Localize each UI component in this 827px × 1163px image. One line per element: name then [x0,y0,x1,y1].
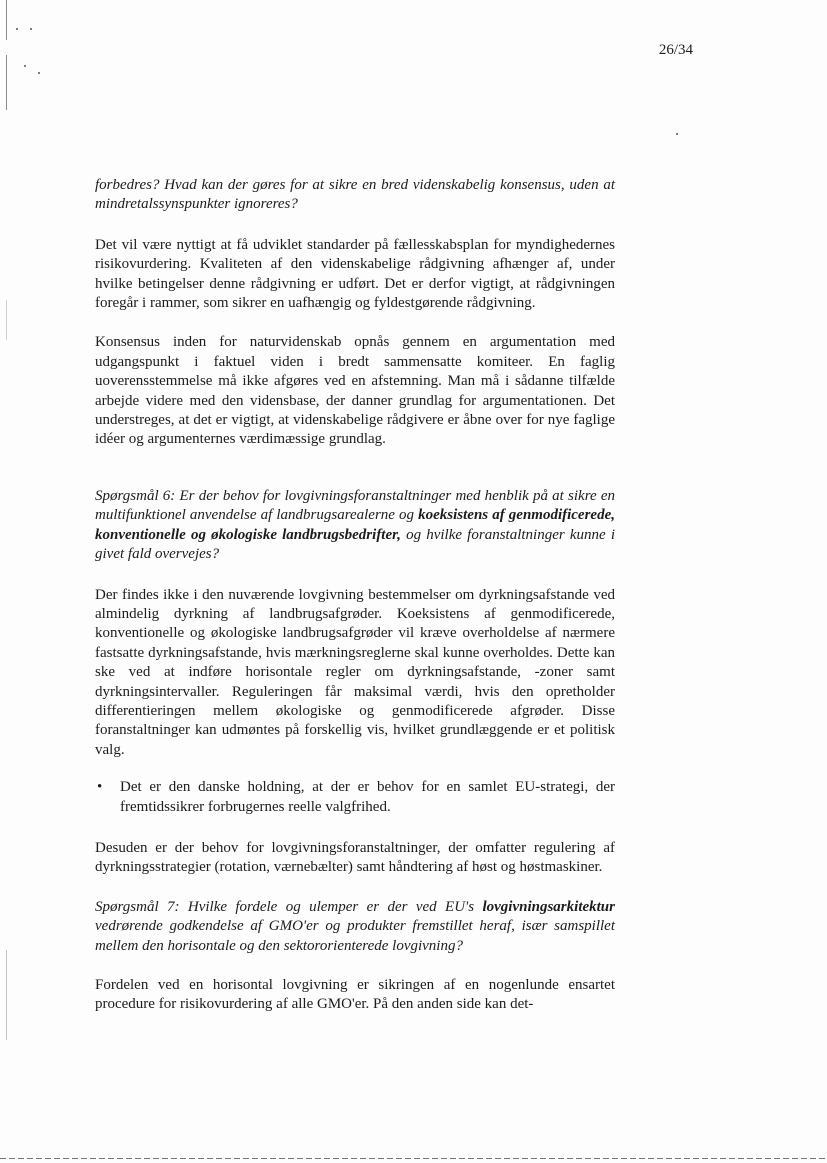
scan-bottom-rule [0,1158,827,1159]
bullet-item [95,778,615,817]
question-6 [95,487,615,565]
paragraph-cultivation-distances: Der findes ikke i den nuværende lovgivning bestemmelser om dyrkningsafstande ved almindelig dyrkning af landbrugsafgrøder. Koeksistens af genmodificerede, konventionelle og økologiske landbrugsafgrøder vil kræve overholdelse af nærmere fastsatte dyrkningsafstande, hvis mærkningsreglerne skal kunne overholdes. Dette kan ske ved at indføre horisontale regler om dyrkningsafstande, -zoner samt dyrkningsintervaller. Reguleringen får maksimal værdi, hvis den opretholder differentieringen mellem økologiske og genmodificerede afgrøder. Disse foranstaltninger kan udmøntes på forskellig vis, hvilket grundlæggende er et politisk valg. [95,586,615,758]
scan-speck [24,65,26,67]
paragraph-standards: Det vil være nyttigt at få udviklet standarder på fællesskabsplan for myndighedernes risikovurdering. Kvaliteten af den videnskabelige rådgivning afhænger af, under hvilke betingelser denne rådgivning er udført. Det er derfor vigtigt, at rådgivningen foregår i rammer, som sikrer en uafhængig og fyldestgørende rådgivning. [95,236,615,312]
scan-edge-line-upper [6,55,7,110]
scan-edge-line-top [6,0,7,40]
question-7-text-c: vedrørende godkendelse af GMO'er og produkter fremstillet heraf, især samspillet mellem den horisontale og den sektororienterede lovgivning? [95,918,615,954]
question-6-text-c: og hvilke foranstaltninger kunne i givet fald overvejes? [95,526,615,563]
question-6-text-a: Spørgsmål 6: Er der behov for lovgivningsforanstaltninger med henblik på at sikre en multifunktionel anvendelse af landbrugsarealerne og [95,487,615,524]
scan-edge-line-mid [6,300,7,340]
question-7-text-a: Spørgsmål 7: Hvilke fordele og ulemper er der ved EU's [95,898,483,915]
paragraph-horizontal-legislation: Fordelen ved en horisontal lovgivning er sikringen af en nogenlunde ensartet procedure for risikovurdering af alle GMO'er. På den anden side kan det- [95,977,615,1013]
question-7 [95,898,615,956]
scan-speck [38,72,40,74]
question-6-text-bold: koeksistens af genmodificerede, konventionelle og økologiske landbrugsbedrifter, [95,507,615,543]
scan-speck [16,28,18,30]
scan-speck [676,133,678,135]
question-7-text-bold: lovgivningsarkitektur [482,898,615,915]
scan-speck [30,28,32,30]
bullet-text: Det er den danske holdning, at der er behov for en samlet EU-strategi, der fremtidssikrer forbrugernes reelle valgfrihed. [120,779,615,815]
page-number: 26/34 [658,42,693,58]
paragraph-legislation-need: Desuden er der behov for lovgivningsforanstaltninger, der omfatter regulering af dyrkningsstrategier (rotation, værnebælter) samt håndtering af høst og høstmaskiner. [95,839,615,876]
document-body [95,176,615,1015]
question-5-continuation: forbedres? Hvad kan der gøres for at sikre en bred videnskabelig konsensus, uden at mindretalssynspunkter ignoreres? [95,177,615,213]
bullet-icon: • [97,779,103,796]
paragraph-consensus: Konsensus inden for naturvidenskab opnås gennem en argumentation med udgangspunkt i faktuel viden i bredt sammensatte komiteer. En faglig uoverensstemmelse må ikke afgøres ved en afstemning. Man må i sådanne tilfælde arbejde videre med den vidensbase, der danner grundlag for argumentationen. Det understreges, at det er vigtigt, at videnskabelige rådgivere er åbne over for nye faglige idéer og argumenternes værdimæssige grundlag. [95,334,615,448]
scan-edge-line-lower [6,950,7,1040]
